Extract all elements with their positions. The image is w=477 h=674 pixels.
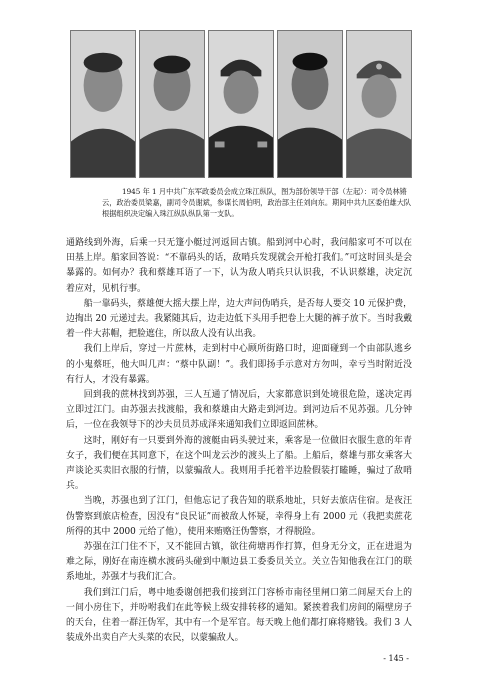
paragraph-5: 这时，刚好有一只要到外海的渡艇由码头驶过来，乘客是一位做旧衣服生意的年青女子，我们便在其同意下，在这个叫龙云沙的渡头上了船。上船后，蔡雄与那女乘客大声谈论买卖旧衣服的行情，以蒙骗敌人。我则用手托着半边脸假装打瞌睡，骗过了敌哨兵。 <box>66 435 412 492</box>
paragraph-4: 回到我的蔗林找到苏强，三人互通了情况后，大家都意识到处境很危险，遂决定再立即过江门。由苏强去找渡船，我和蔡雄由大路走到河边。到河边后不见苏强。几分钟后，一位在我领导下的沙夫员员苏成泽来通知我们立即返回蔗林。 <box>66 390 412 431</box>
portrait-silhouette-4 <box>278 31 342 177</box>
paragraph-6: 当晚，苏强也到了江门，但他忘记了我告知的联系地址，只好去旅店住宿。是夜汪伪警察到旅店检查，因没有“良民证”而被敌人怀疑，幸得身上有 2000 元（我把卖蔗花所得的其中 2000 元给了他），使用来贿赂汪伪警察，才得脱险。 <box>66 496 412 537</box>
body-text <box>66 236 412 646</box>
portrait-photo-3 <box>208 30 274 178</box>
page-number: - 145 - <box>383 654 409 663</box>
portrait-photo-2 <box>139 30 205 178</box>
portrait-photo-4 <box>277 30 343 178</box>
portrait-silhouette-3 <box>209 31 273 177</box>
paragraph-2: 船一靠码头，蔡雄便大摇大摆上岸，边大声问伪哨兵，是否每人要交 10 元保护费，边掏出 20 元递过去。我紧随其后，边走边低下头用手把卷上大腿的裤子放下。当时我戴着一件大荪帽，把脸遮住，所以敌人没有认出我。 <box>66 298 412 340</box>
portrait-silhouette-2 <box>140 31 204 177</box>
portrait-photo-strip <box>70 30 412 178</box>
figure-caption: 1945 年 1 月中共广东军政委员会成立珠江纵队，图为部份领导干部（左起）：司令员林锵云，政治委员梁嘉，副司令员谢斌，参谋长周伯明，政治部主任刘向东。期间中共九区委伯雄大队根据组织决定编入珠江纵队纵队第一支队。 <box>102 187 412 218</box>
paragraph-3: 我们上岸后，穿过一片蔗林，走到村中心顾所街路口时，迎面碰到一个由部队逃乡的小鬼蔡旺，他大叫几声：“蔡中队副！”。我们即扬手示意对方勿叫，幸亏当时附近没有行人，才没有暴露。 <box>66 344 412 385</box>
portrait-photo-5 <box>346 30 412 178</box>
portrait-silhouette-5 <box>347 31 411 177</box>
portrait-photo-1 <box>70 30 136 178</box>
paragraph-7: 苏强在江门住不下，又不能回古镇，欲往荷塘再作打算，但身无分文，正在进退为难之际，刚好在南连横水渡码头碰到中顺边县工委委员关立。关立告知他我在江门的联系地址，苏强才与我们汇合。 <box>66 542 412 583</box>
paragraph-8: 我们到江门后，粤中地委谢创把我们接到江门容桥市南径里闸口第二间屋天台上的一间小房住下，并吩咐我们在此等候上级安排转移的通知。紧挨着我们房间的隔壁房子的天台，住着一群汪伪军，其中有一个是军官。每天晚上他们都打麻将赌钱。我们 3 人装成外出卖自产大头菜的农民，以蒙骗敌人。 <box>66 587 412 644</box>
portrait-silhouette-1 <box>71 31 135 177</box>
paragraph-1: 通路线到外海，后乘一只无篷小艇过河返回古镇。船到河中心时，我问船家可不可以在田基上岸。船家回答说：“不靠码头的话，敌哨兵发现就会开枪打我们。”可这时回头是会暴露的。如何办？我和蔡雄耳语了一下，认为敌人哨兵只认识我，不认识蔡雄，决定沉着应对，见机行事。 <box>66 238 412 294</box>
